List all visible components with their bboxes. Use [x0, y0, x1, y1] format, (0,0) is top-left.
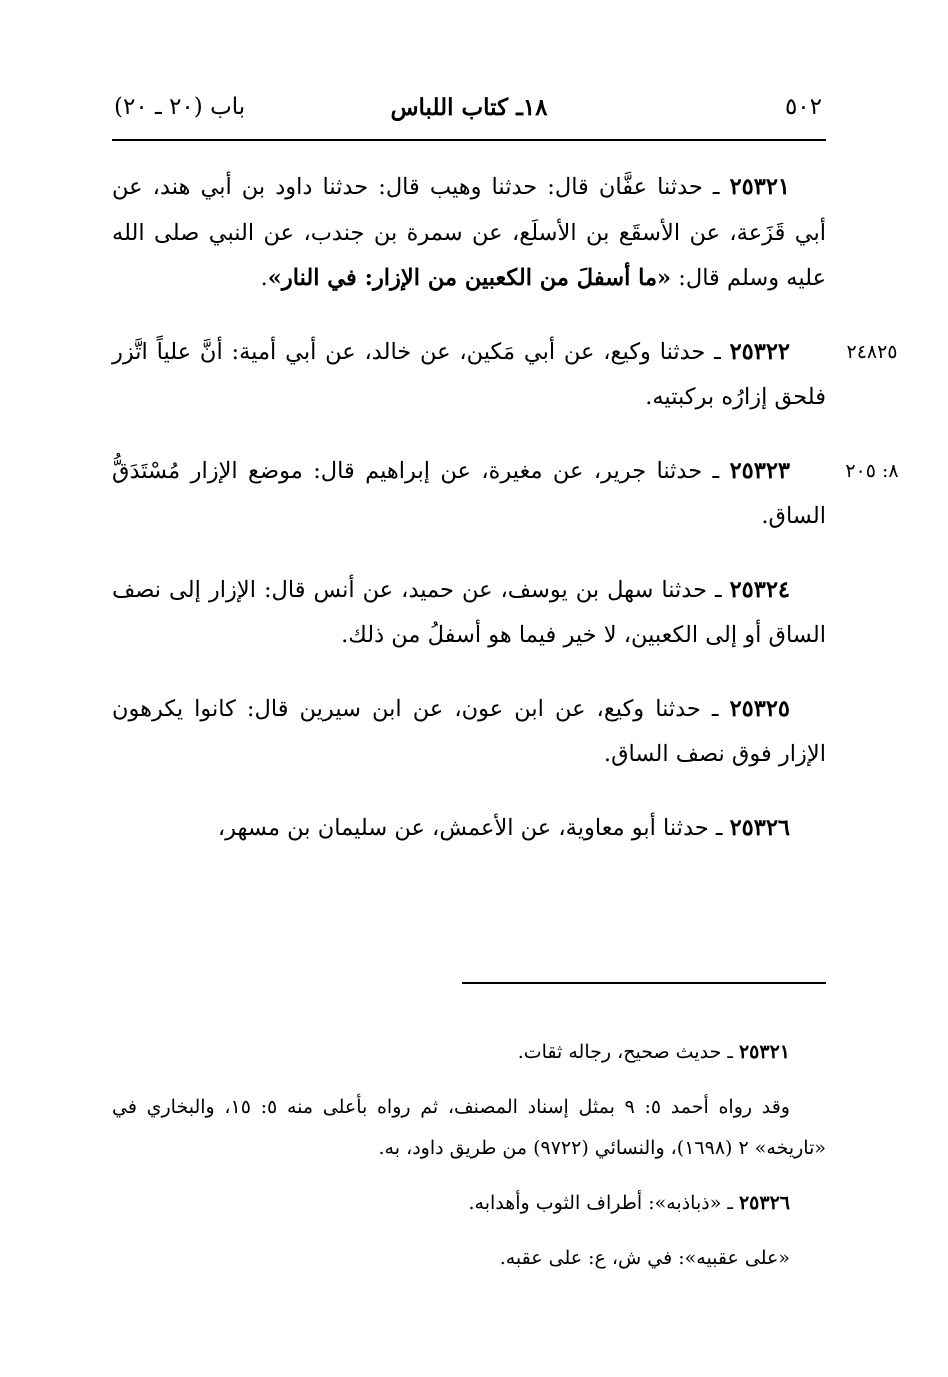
hadith-25325 — [112, 687, 826, 778]
hadith-number: ٢٥٣٢٣ — [729, 457, 790, 484]
hadith-25326 — [112, 806, 826, 852]
page-number: ٥٠٢ — [784, 94, 822, 120]
hadith-text: ـ حدثنا سهل بن يوسف، عن حميد، عن أنس قال: الإزار إلى نصف الساق أو إلى الكعبين، لا خير فيما هو أسفلُ من ذلك. — [112, 576, 826, 648]
hadith-end: . — [260, 265, 268, 291]
hadith-number: ٢٥٣٢٢ — [729, 338, 790, 365]
footnote-text: ـ حديث صحيح، رجاله ثقات. — [517, 1041, 739, 1063]
hadith-number: ٢٥٣٢٥ — [729, 695, 790, 722]
footnote — [112, 1183, 826, 1224]
hadith-text: ـ حدثنا وكيع، عن أبي مَكين، عن خالد، عن أبي أمية: أنَّ علياً اتَّزر فلحق إزارُه بركبتيه. — [112, 338, 826, 410]
hadith-25324 — [112, 568, 826, 659]
footnote — [112, 1087, 826, 1169]
hadith-number: ٢٥٣٢٦ — [729, 814, 790, 841]
footnote-number: ٢٥٣٢٦ — [738, 1192, 790, 1214]
hadith-25322 — [112, 330, 898, 421]
hadith-number: ٢٥٣٢٤ — [729, 576, 790, 603]
running-header — [112, 88, 826, 128]
chapter-label: باب (٢٠ ـ ٢٠) — [114, 94, 246, 120]
hadith-25321 — [112, 165, 826, 302]
footnote-text: «على عقبيه»: في ش، ع: على عقبه. — [499, 1247, 790, 1269]
book-title: ١٨ـ كتاب اللباس — [390, 94, 548, 121]
footnote-rule — [462, 982, 826, 984]
hadith-text: ـ حدثنا عفَّان قال: حدثنا وهيب قال: حدثنا داود بن أبي هند، عن أبي قَزَعة، عن الأسقَع بن الأسلَع، عن سمرة بن جندب، عن النبي صلى الله عليه وسلم قال: — [112, 174, 826, 291]
hadith-text: ـ حدثنا أبو معاوية، عن الأعمش، عن سليمان بن مسهر، — [217, 814, 730, 841]
footnote-text: ـ «ذباذبه»: أطراف الثوب وأهدابه. — [468, 1192, 739, 1214]
footnote-number: ٢٥٣٢١ — [738, 1041, 790, 1063]
hadith-number: ٢٥٣٢١ — [729, 174, 790, 200]
margin-reference: ٢٤٨٢٥ — [846, 340, 898, 363]
hadith-text: ـ حدثنا جرير، عن مغيرة، عن إبراهيم قال: موضع الإزار مُسْتَدَقُّ الساق. — [112, 457, 826, 529]
footnote — [112, 1032, 826, 1073]
hadith-text: ـ حدثنا وكيع، عن ابن عون، عن ابن سيرين قال: كانوا يكرهون الإزار فوق نصف الساق. — [112, 695, 826, 767]
margin-reference: ٨: ٢٠٥ — [845, 459, 899, 482]
hadith-25323 — [112, 449, 899, 540]
footnotes — [112, 1032, 826, 1293]
footnote-text: وقد رواه أحمد ٥: ٩ بمثل إسناد المصنف، ثم رواه بأعلى منه ٥: ١٥، والبخاري في «تاريخه» ٢ (١٦٩٨)، والنسائي (٩٧٢٢) من طريق داود، به. — [112, 1096, 826, 1159]
footnote — [112, 1238, 826, 1279]
main-text — [112, 165, 899, 879]
header-rule — [112, 139, 826, 141]
hadith-quote: «ما أسفلَ من الكعبين من الإزار: في النار» — [267, 265, 672, 291]
